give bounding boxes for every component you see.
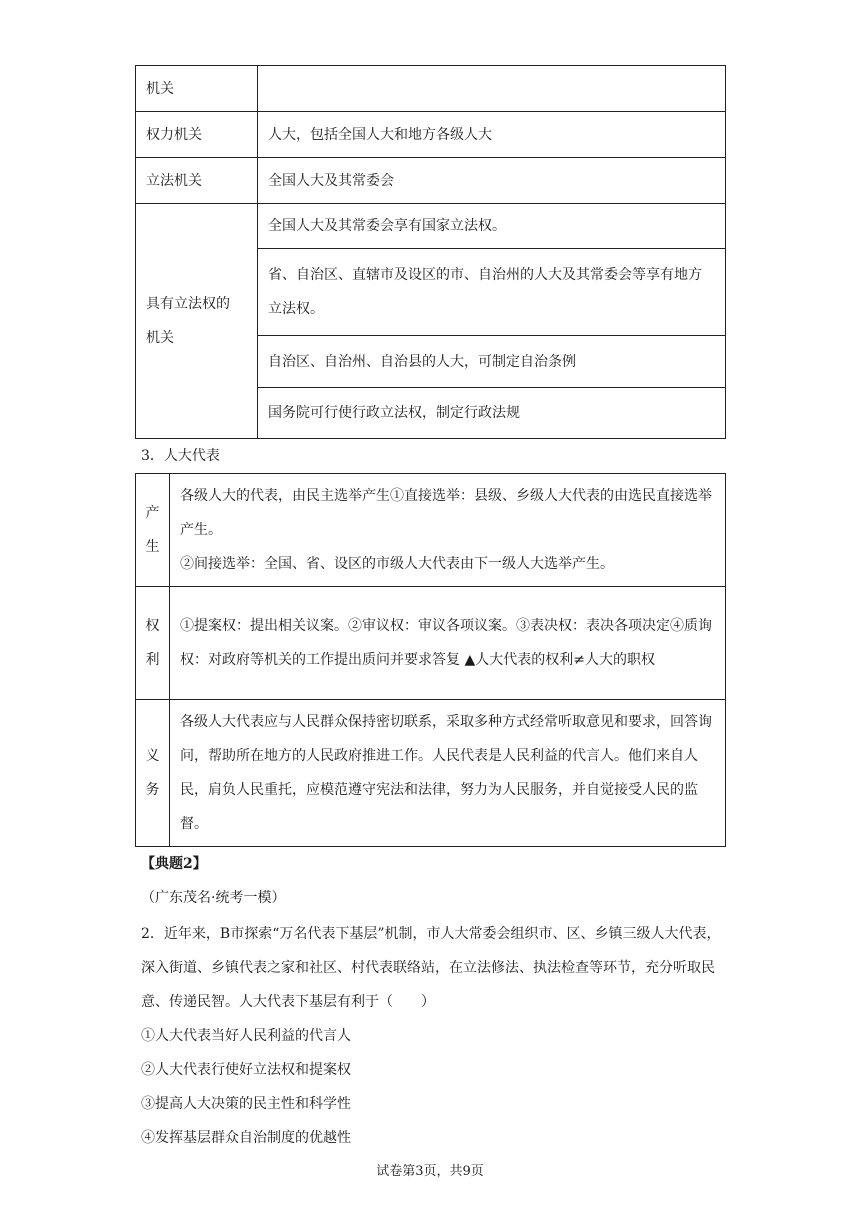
table-row xyxy=(136,204,726,249)
row-content: 全国人大及其常委会 xyxy=(258,158,726,204)
row-label: 产 生 xyxy=(136,474,170,587)
option-3: ③提高人大决策的民主性和科学性 xyxy=(141,1096,351,1112)
row-content: 全国人大及其常委会享有国家立法权。 xyxy=(258,204,726,249)
question-source: （广东茂名·统考一模） xyxy=(141,890,286,906)
table-row xyxy=(136,587,726,700)
row-content: 各级人大的代表，由民主选举产生①直接选举：县级、乡级人大代表的由选民直接选举产生。 ②间接选举：全国、省、设区的市级人大代表由下一级人大选举产生。 xyxy=(170,474,726,587)
table-row xyxy=(136,474,726,587)
table-row xyxy=(136,66,726,112)
option-4: ④发挥基层群众自治制度的优越性 xyxy=(141,1130,351,1146)
row-label: 权 利 xyxy=(136,587,170,700)
row-content xyxy=(258,66,726,112)
page-footer: 试卷第3页，共9页 xyxy=(376,1164,484,1179)
row-content: 国务院可行使行政立法权，制定行政法规 xyxy=(258,388,726,439)
option-2: ②人大代表行使好立法权和提案权 xyxy=(141,1062,351,1078)
label-line: 具有立法权的 xyxy=(146,296,230,312)
row-content: 人大，包括全国人大和地方各级人大 xyxy=(258,112,726,158)
organs-table xyxy=(135,65,726,439)
row-content: 自治区、自治州、自治县的人大，可制定自治条例 xyxy=(258,336,726,388)
table-row xyxy=(136,700,726,847)
row-label: 义 务 xyxy=(136,700,170,847)
table-row xyxy=(136,158,726,204)
row-label: 权力机关 xyxy=(136,112,258,158)
row-content: 各级人大代表应与人民群众保持密切联系，采取多种方式经常听取意见和要求，回答询问，帮助所在地方的人民政府推进工作。人民代表是人民利益的代言人。他们来自人民，肩负人民重托，应模范遵守宪法和法律，努力为人民服务，并自觉接受人民的监督。 xyxy=(170,700,726,847)
row-content: ①提案权：提出相关议案。②审议权：审议各项议案。③表决权：表决各项决定④质询权：对政府等机关的工作提出质问并要求答复 ▲人大代表的权利≠人大的职权 xyxy=(170,587,726,700)
row-label: 机关 xyxy=(136,66,258,112)
legislative-organs-label xyxy=(136,204,258,439)
row-content: 省、自治区、直辖市及设区的市、自治州的人大及其常委会等享有地方立法权。 xyxy=(258,249,726,336)
question-stem: 2．近年来，B市探索“万名代表下基层”机制，市人大常委会组织市、区、乡镇三级人大代表，深入街道、乡镇代表之家和社区、村代表联络站，在立法修法、执法检查等环节，充分听取民意、传递民智。人大代表下基层有利于（ ） xyxy=(141,926,721,1010)
section-heading: 3．人大代表 xyxy=(141,448,220,464)
label-line: 机关 xyxy=(146,330,174,346)
row-label: 立法机关 xyxy=(136,158,258,204)
example-title: 【典题2】 xyxy=(141,856,207,872)
table-row xyxy=(136,112,726,158)
option-1: ①人大代表当好人民利益的代言人 xyxy=(141,1028,351,1044)
deputies-table xyxy=(135,473,726,847)
